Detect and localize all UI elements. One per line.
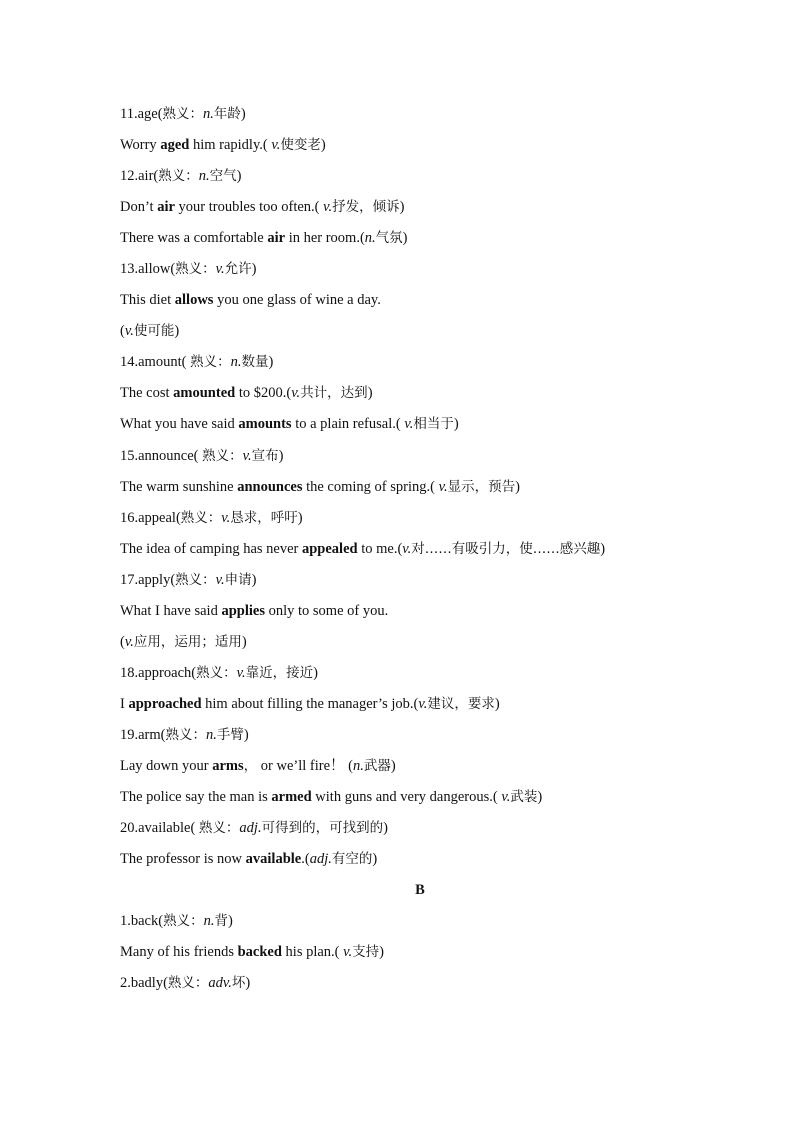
chinese-text: ： (194, 975, 209, 992)
text-run: ) (379, 944, 384, 961)
text-line (120, 720, 720, 751)
chinese-text: 熟义 (165, 726, 193, 743)
chinese-text: 宣布 (251, 447, 279, 464)
text-run: ( (120, 323, 125, 340)
chinese-text: 数量 (241, 354, 269, 371)
text-line (120, 409, 720, 440)
chinese-text: 相当于 (413, 416, 454, 433)
chinese-text: 有空的 (331, 851, 373, 868)
part-of-speech: v. (215, 261, 225, 278)
text-run: ) (367, 385, 373, 402)
text-line (120, 472, 720, 503)
text-run: The warm sunshine (120, 478, 238, 495)
text-line (120, 689, 720, 720)
text-run: in her room.( (285, 230, 365, 247)
text-run: the coming of spring.( (302, 478, 439, 495)
text-run: him about filling the manager’s job.( (201, 695, 419, 712)
keyword: applies (221, 602, 265, 619)
section-heading: B (415, 882, 425, 899)
text-run: The idea of camping has never (120, 540, 302, 557)
text-line (120, 192, 720, 223)
keyword: approached (128, 695, 202, 712)
chinese-text: 熟义 (175, 261, 203, 278)
text-run: Many of his friends (120, 944, 238, 961)
keyword: amounts (238, 416, 292, 433)
text-run: 1.back( (120, 913, 164, 930)
chinese-text: 抒发，倾诉 (332, 199, 400, 216)
chinese-text: 熟义 (190, 354, 218, 371)
chinese-text: 熟义 (158, 168, 186, 185)
chinese-text: ： (229, 447, 243, 464)
text-run: ) (240, 106, 246, 122)
text-run: 20.available( (120, 820, 199, 837)
text-run: ) (320, 137, 326, 154)
part-of-speech: v. (221, 509, 231, 526)
text-run: What you have said (120, 416, 239, 433)
text-run: ) (313, 664, 318, 681)
text-run: ) (494, 695, 500, 712)
text-run: The cost (120, 385, 174, 402)
keyword: armed (271, 789, 312, 806)
text-run: 14.amount( (120, 354, 191, 371)
part-of-speech: v. (124, 323, 134, 340)
text-run: ) (402, 230, 408, 247)
chinese-text: 恳求，呼吁 (230, 509, 298, 526)
part-of-speech: n. (203, 106, 214, 122)
text-run: 11.age( (120, 106, 163, 122)
text-run: Don’t (120, 199, 158, 216)
part-of-speech: v. (402, 540, 412, 557)
chinese-text: 空气 (209, 168, 237, 185)
text-run: ) (241, 633, 247, 650)
chinese-text: 使可能 (133, 323, 175, 340)
text-run: to me.( (357, 540, 403, 557)
chinese-text: 熟义 (196, 664, 224, 681)
text-run: ) (372, 851, 378, 868)
text-line (120, 223, 720, 254)
keyword: air (157, 199, 175, 216)
text-run: with guns and very dangerous.( (311, 789, 502, 806)
text-run: his plan.( (281, 944, 344, 961)
chinese-text: ： (225, 820, 240, 837)
text-line (120, 441, 720, 472)
text-run: ) (243, 726, 249, 743)
chinese-text: ： (190, 913, 204, 930)
part-of-speech: v. (323, 199, 333, 216)
chinese-text: ： (189, 106, 204, 122)
text-run: There was a comfortable (120, 230, 268, 247)
text-run: 13.allow( (120, 261, 176, 278)
part-of-speech: n. (206, 726, 217, 743)
text-line (120, 99, 720, 130)
chinese-text: ： (192, 726, 206, 743)
chinese-text: 手臂 (216, 726, 244, 743)
text-line (120, 161, 720, 192)
part-of-speech: v. (501, 789, 511, 806)
chinese-text: 使变老 (280, 137, 321, 154)
text-run: ) (600, 540, 606, 557)
part-of-speech: v. (404, 416, 414, 433)
keyword: backed (237, 944, 282, 961)
text-run: ( (120, 633, 125, 650)
chinese-text: ： (207, 509, 222, 526)
text-run: 12.air( (120, 168, 159, 185)
chinese-text: 熟义 (180, 509, 208, 526)
part-of-speech: n. (203, 913, 215, 930)
text-run: ) (227, 913, 233, 930)
part-of-speech: v. (291, 385, 301, 402)
text-run: I (120, 695, 129, 712)
text-line (120, 937, 720, 968)
chinese-text: 熟义 (163, 913, 191, 930)
text-line (120, 596, 720, 627)
keyword: appealed (301, 540, 358, 557)
chinese-text: 共计，达到 (300, 385, 368, 402)
text-run: to a plain refusal.( (291, 416, 405, 433)
part-of-speech: v. (242, 447, 252, 464)
chinese-text: ： (217, 354, 231, 371)
chinese-text: ： (202, 571, 216, 588)
text-run: The police say the man is (120, 789, 272, 806)
text-run: .( (301, 851, 310, 868)
text-run: your troubles too often.( (174, 199, 324, 216)
text-run: What I have said (120, 602, 222, 619)
keyword: air (267, 230, 286, 247)
text-run: ) (297, 509, 303, 526)
text-run: you one glass of wine a day. (213, 292, 381, 309)
text-line (120, 968, 720, 999)
chinese-text: ： (185, 168, 199, 185)
text-run: 18.approach( (120, 664, 197, 681)
chinese-text: 熟义 (162, 106, 190, 122)
text-run: Lay down your (120, 757, 213, 774)
text-line (120, 813, 720, 844)
text-run: ) (390, 757, 396, 774)
text-line (120, 130, 720, 161)
chinese-text: ， (243, 757, 258, 774)
text-run: ) (278, 447, 284, 464)
text-run: ) (399, 199, 405, 216)
part-of-speech: n. (352, 757, 364, 774)
text-line (120, 906, 720, 937)
part-of-speech: n. (364, 230, 376, 247)
chinese-text: 对……有吸引力，使……感兴趣 (411, 540, 601, 557)
part-of-speech: v. (124, 633, 134, 650)
part-of-speech: v. (343, 944, 353, 961)
keyword: announces (237, 478, 303, 495)
chinese-text: 背 (214, 913, 228, 930)
text-line (120, 534, 720, 565)
text-run: him rapidly.( (189, 137, 272, 154)
text-run: Worry (120, 137, 161, 154)
text-run: This diet (120, 292, 175, 309)
chinese-text: 熟义 (167, 975, 195, 992)
chinese-text: 靠近，接近 (245, 664, 314, 681)
text-line (120, 658, 720, 689)
chinese-text: 年龄 (213, 106, 241, 122)
keyword: aged (160, 137, 190, 154)
keyword: available (245, 851, 302, 868)
chinese-text: 坏 (231, 975, 246, 992)
part-of-speech: n. (198, 168, 210, 185)
text-line (120, 347, 720, 378)
chinese-text: 建议，要求 (427, 695, 495, 712)
text-run: ) (268, 354, 274, 371)
part-of-speech: adj. (239, 820, 262, 837)
document-body (120, 99, 720, 999)
text-run: ) (515, 478, 520, 495)
text-run: 16.appeal( (120, 509, 181, 526)
chinese-text: 武装 (510, 789, 538, 806)
text-line (120, 627, 720, 658)
text-line (120, 782, 720, 813)
text-run: 17.apply( (120, 571, 176, 588)
chinese-text: 熟义 (175, 571, 203, 588)
text-run: 19.arm( (120, 726, 166, 743)
text-line (120, 285, 720, 316)
chinese-text: 武器 (363, 757, 391, 774)
part-of-speech: adv. (208, 975, 232, 992)
text-line (120, 316, 720, 347)
part-of-speech: v. (215, 571, 225, 588)
chinese-text: ： (223, 664, 237, 681)
part-of-speech: v. (418, 695, 428, 712)
chinese-text: 申请 (224, 571, 252, 588)
text-line (120, 751, 720, 782)
text-run: ) (174, 323, 180, 340)
chinese-text: 可得到的，可找到的 (261, 820, 384, 837)
text-line (120, 378, 720, 409)
text-run: or we’ll fire！ ( (257, 757, 353, 774)
chinese-text: 熟义 (202, 447, 230, 464)
text-line (120, 565, 720, 596)
chinese-text: 熟义 (198, 820, 226, 837)
text-run: ) (453, 416, 459, 433)
chinese-text: 允许 (224, 261, 252, 278)
text-run: ) (245, 975, 251, 992)
part-of-speech: v. (271, 137, 281, 154)
text-run: ) (537, 789, 543, 806)
text-run: ) (383, 820, 388, 837)
chinese-text: 显示，预告 (447, 478, 516, 495)
chinese-text: 气氛 (375, 230, 403, 247)
chinese-text: ： (202, 261, 216, 278)
text-run: only to some of you. (264, 602, 389, 619)
text-run: ) (251, 261, 257, 278)
chinese-text: 支持 (352, 944, 380, 961)
text-run: to $200.( (235, 385, 292, 402)
keyword: arms (212, 757, 244, 774)
text-run: ) (236, 168, 242, 185)
keyword: allows (174, 292, 214, 309)
text-line (120, 503, 720, 534)
text-run: 2.badly( (120, 975, 168, 992)
text-run: The professor is now (120, 851, 246, 868)
text-line (120, 254, 720, 285)
text-line (120, 844, 720, 875)
text-run: 15.announce( (120, 447, 203, 464)
part-of-speech: v. (236, 664, 246, 681)
chinese-text: 应用，运用；适用 (133, 633, 242, 650)
part-of-speech: v. (438, 478, 448, 495)
text-run: ) (251, 571, 257, 588)
part-of-speech: n. (230, 354, 242, 371)
part-of-speech: adj. (309, 851, 332, 868)
keyword: amounted (173, 385, 236, 402)
